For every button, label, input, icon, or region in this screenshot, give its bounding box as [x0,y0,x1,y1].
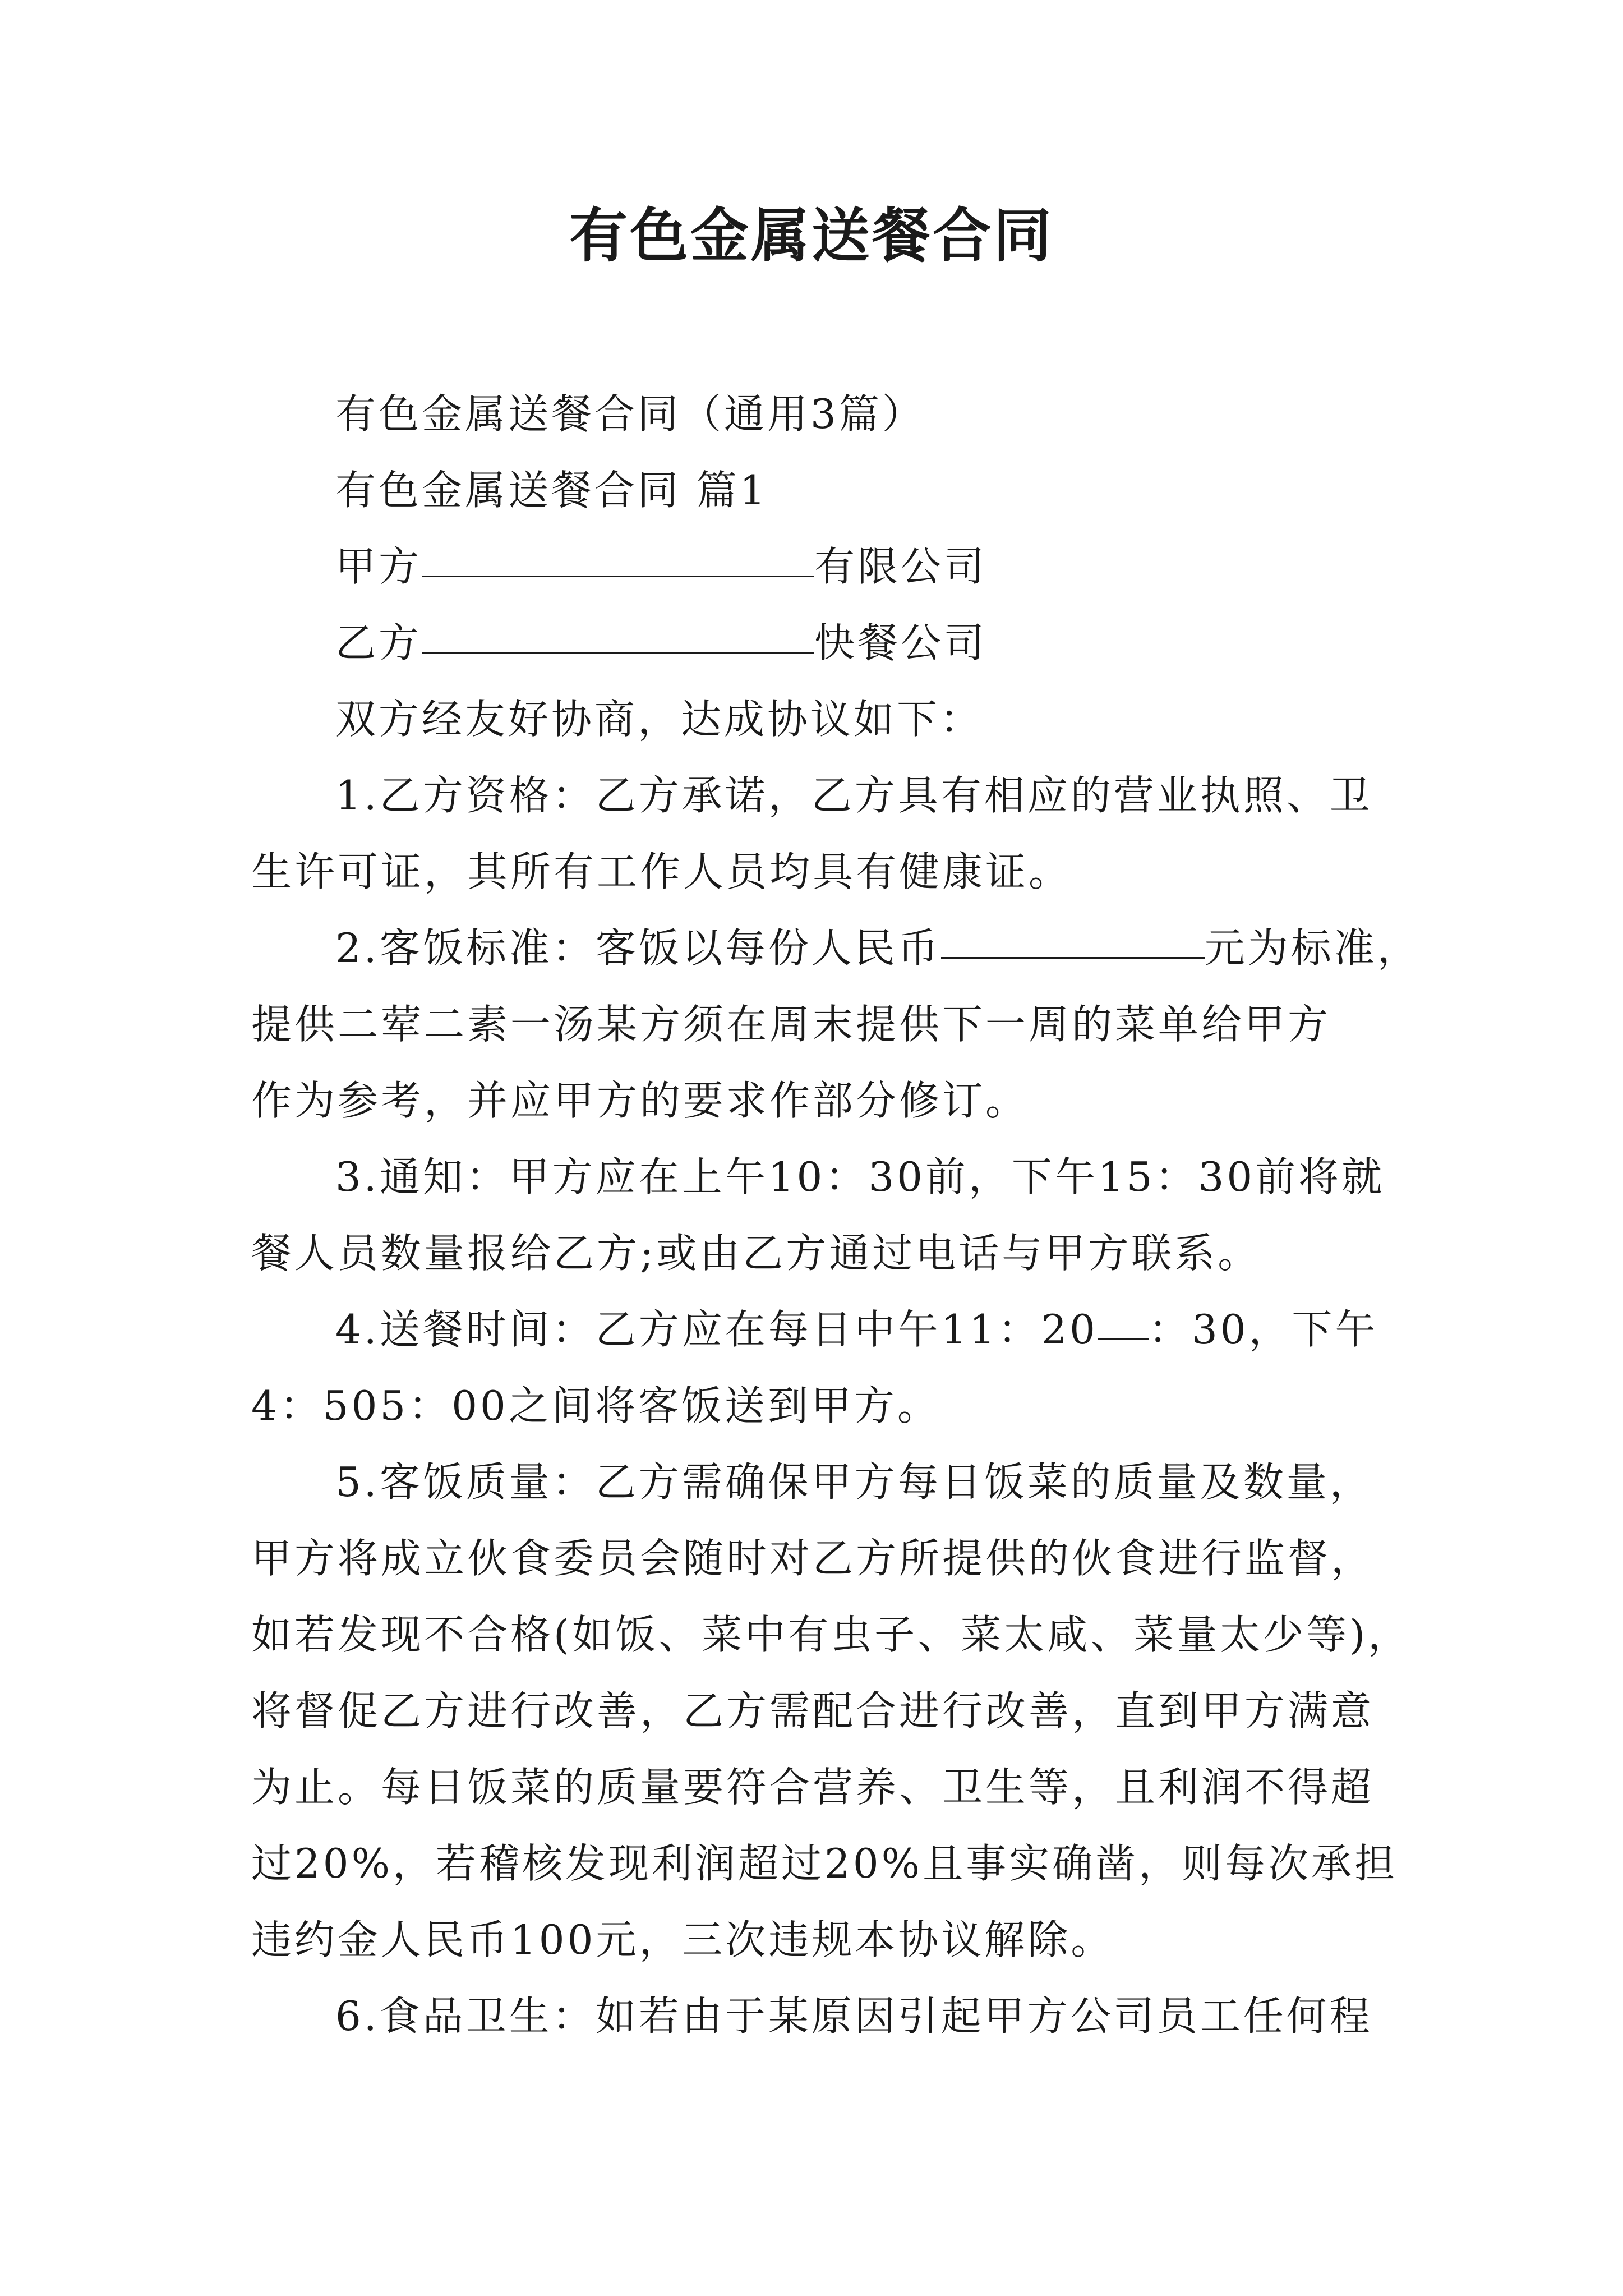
party-a-prefix: 甲方 [335,543,422,590]
clause-5-line-5: 为止。每日饭菜的质量要符合营养、卫生等，且利润不得超 [251,1764,1375,1811]
clause-4-line-1 [251,1291,1418,1368]
document-title: 有色金属送餐合同 [569,201,1054,270]
clause-4-text-post: ：30，下午 [1148,1306,1378,1353]
clause-1-line-2: 生许可证，其所有工作人员均具有健康证。 [251,848,1072,895]
party-a-suffix: 有限公司 [814,543,988,590]
clause-5-line-2: 甲方将成立伙食委员会随时对乙方所提供的伙食进行监督， [251,1535,1375,1582]
clause-4-text-pre: 4.送餐时间：乙方应在每日中午11：20 [335,1306,1098,1353]
clause-1-line-1: 1.乙方资格：乙方承诺，乙方具有相应的营业执照、卫 [335,772,1373,819]
party-a-line [251,528,1418,605]
party-b-blank [422,607,814,654]
clause-5-line-7: 违约金人民币100元，三次违规本协议解除。 [251,1916,1114,1963]
clause-2-text-pre: 2.客饭标准：客饭以每份人民币 [335,924,941,972]
clause-5-line-3: 如若发现不合格(如饭、菜中有虫子、菜太咸、菜量太少等)， [251,1611,1412,1658]
party-b-line [251,605,1418,681]
time-blank [1098,1294,1149,1340]
clause-3-line-2: 餐人员数量报给乙方;或由乙方通过电话与甲方联系。 [251,1230,1261,1277]
section-heading: 有色金属送餐合同 篇1 [335,467,768,514]
clause-5-line-6: 过20%，若稽核发现利润超过20%且事实确凿，则每次承担 [251,1840,1398,1887]
clause-2-line-3: 作为参考，并应甲方的要求作部分修订。 [251,1077,1029,1124]
subtitle: 有色金属送餐合同（通用3篇） [335,390,925,438]
document-body [251,376,1421,2054]
party-a-blank [422,531,814,577]
clause-4-line-2: 4：505：00之间将客饭送到甲方。 [251,1382,940,1429]
clause-5-line-4: 将督促乙方进行改善，乙方需配合进行改善，直到甲方满意 [251,1687,1375,1734]
price-blank [941,912,1205,959]
clause-2-line-1 [251,910,1421,986]
clause-3-line-1: 3.通知：甲方应在上午10：30前，下午15：30前将就 [335,1153,1385,1200]
clause-2-text-post: 元为标准， [1204,924,1421,972]
intro-paragraph: 双方经友好协商，达成协议如下： [335,696,984,743]
clause-5-line-1: 5.客饭质量：乙方需确保甲方每日饭菜的质量及数量， [335,1458,1373,1506]
clause-2-line-2: 提供二荤二素一汤某方须在周末提供下一周的菜单给甲方 [251,1001,1331,1048]
party-b-prefix: 乙方 [335,619,422,666]
clause-6-line-1: 6.食品卫生：如若由于某原因引起甲方公司员工任何程 [335,1993,1373,2040]
party-b-suffix: 快餐公司 [814,619,988,666]
